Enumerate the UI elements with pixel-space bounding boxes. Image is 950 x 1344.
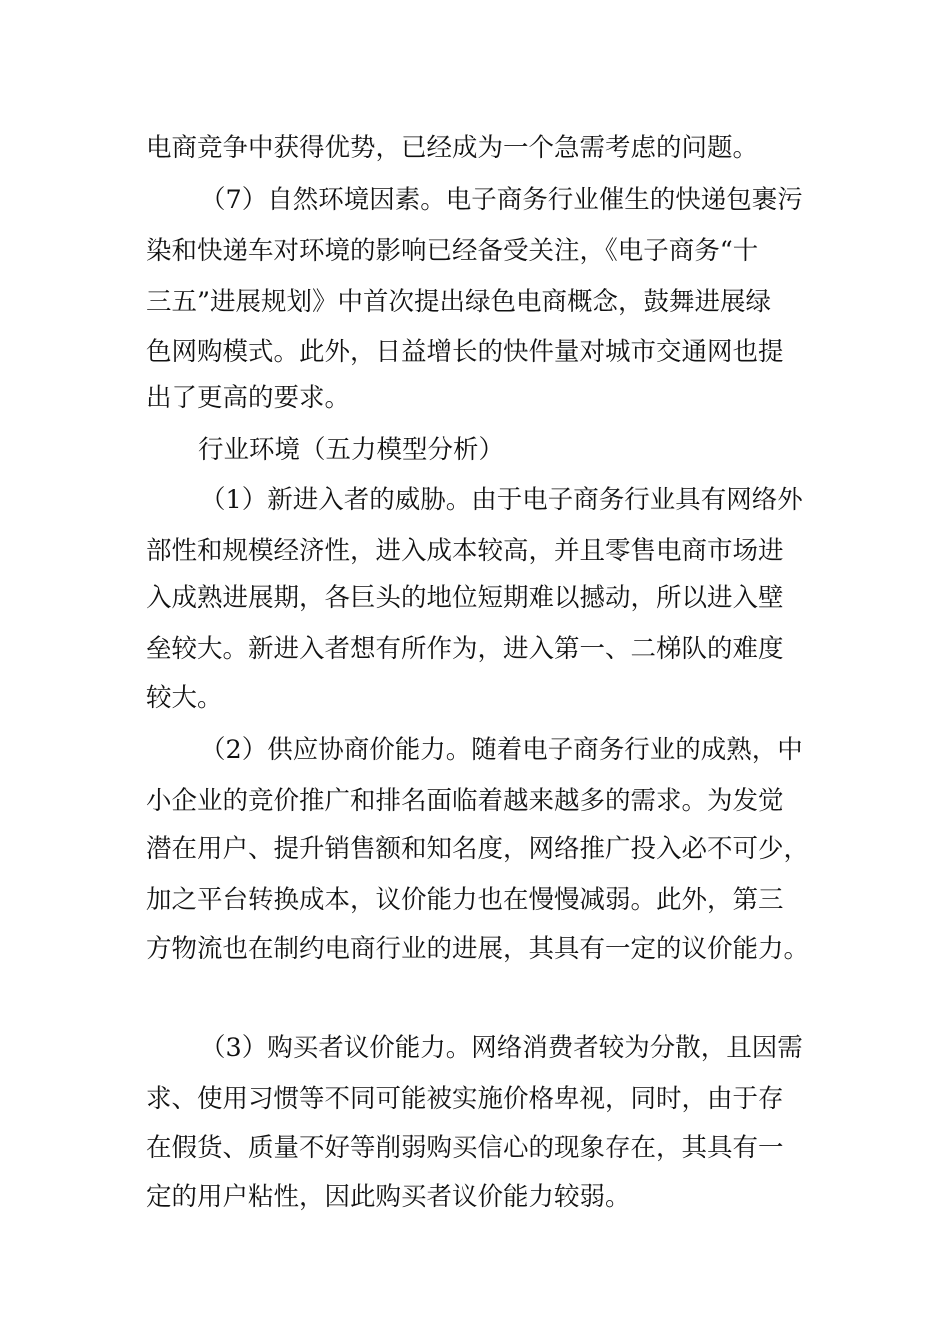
text-line-19: 求、使用习惯等不同可能被实施价格卑视，同时，由于存	[146, 1084, 784, 1114]
text-line-3: 染和快递车对环境的影响已经备受关注，《电子商务“十	[146, 236, 759, 266]
text-line-16: 加之平台转换成本，议价能力也在慢慢减弱。此外，第三	[146, 885, 784, 915]
text-line-8: （1）新进入者的威胁。由于电子商务行业具有网络外	[200, 485, 803, 515]
text-line-20: 在假货、质量不好等削弱购买信心的现象存在，其具有一	[146, 1133, 784, 1163]
text-line-4: 三五”进展规划》中首次提出绿色电商概念，鼓舞进展绿	[146, 287, 772, 317]
text-line-18: （3）购买者议价能力。网络消费者较为分散，且因需	[200, 1033, 803, 1063]
text-line-14: 小企业的竞价推广和排名面临着越来越多的需求。为发觉	[146, 786, 784, 816]
text-line-21: 定的用户粘性，因此购买者议价能力较弱。	[146, 1182, 631, 1212]
text-line-13: （2）供应协商价能力。随着电子商务行业的成熟，中	[200, 735, 803, 765]
text-line-12: 较大。	[146, 683, 223, 713]
text-line-9: 部性和规模经济性，进入成本较高，并且零售电商市场进	[146, 536, 784, 566]
text-line-10: 入成熟进展期，各巨头的地位短期难以撼动，所以进入壁	[146, 583, 784, 613]
text-line-11: 垒较大。新进入者想有所作为，进入第一、二梯队的难度	[146, 634, 784, 664]
text-line-17: 方物流也在制约电商行业的进展，其具有一定的议价能力。	[146, 934, 810, 964]
text-line-6: 出了更高的要求。	[146, 383, 351, 413]
text-line-2: （7）自然环境因素。电子商务行业催生的快递包裹污	[200, 185, 803, 215]
section-heading: 行业环境（五力模型分析）	[198, 435, 505, 465]
text-line-5: 色网购模式。此外，日益增长的快件量对城市交通网也提	[146, 337, 784, 367]
text-line-1: 电商竞争中获得优势，已经成为一个急需考虑的问题。	[146, 133, 759, 163]
text-line-15: 潜在用户、提升销售额和知名度，网络推广投入必不可少，	[146, 834, 810, 864]
